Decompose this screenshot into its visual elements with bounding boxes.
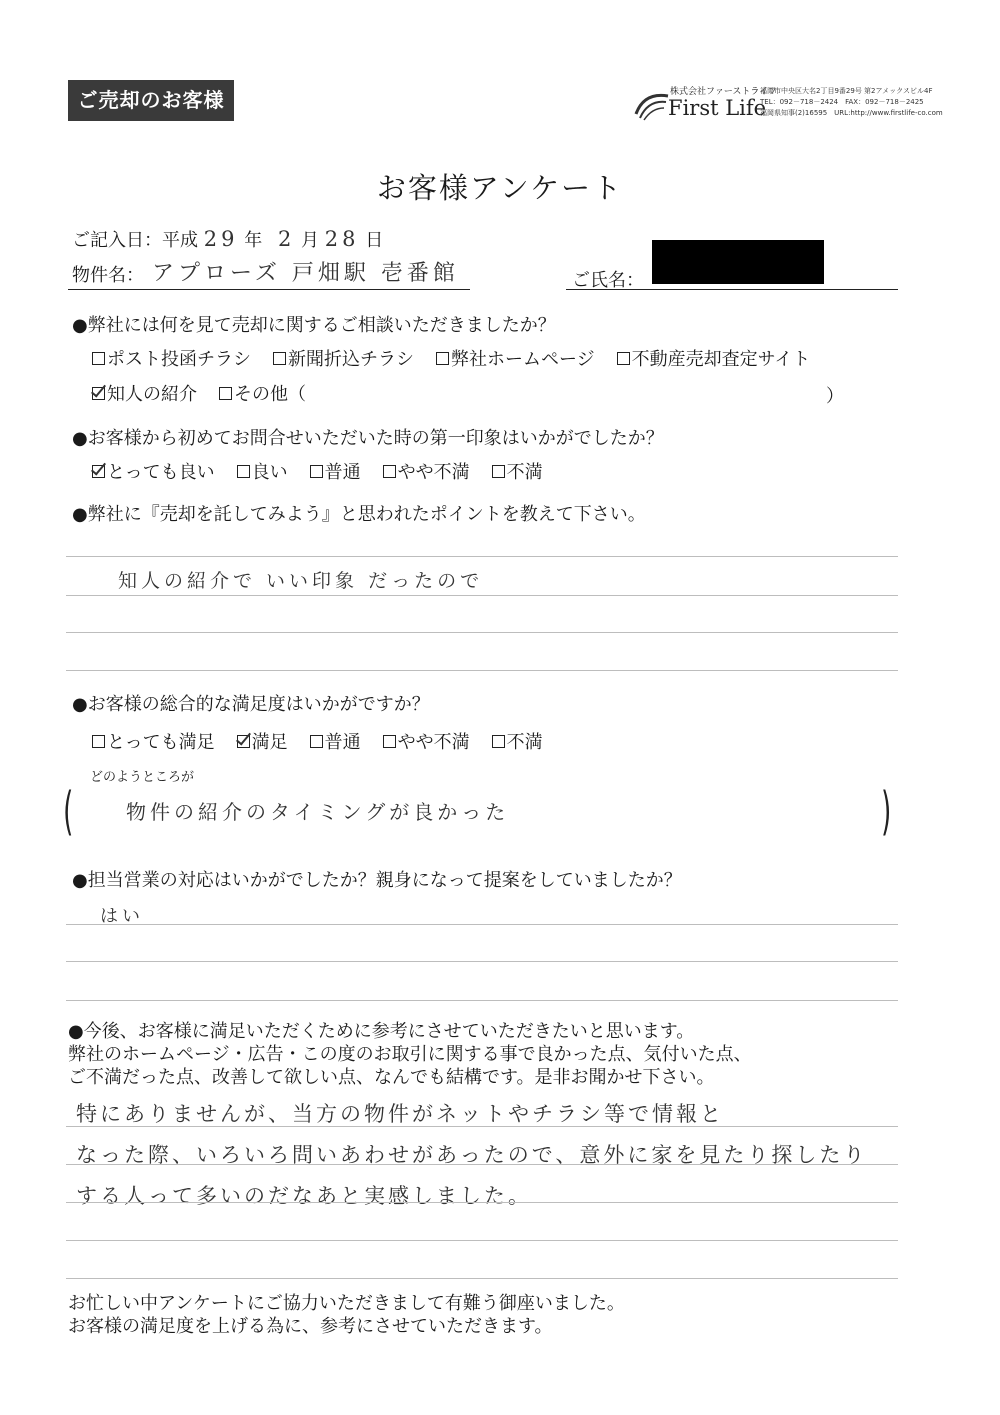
answer-line bbox=[66, 1202, 898, 1203]
answer-line bbox=[66, 556, 898, 557]
contact-phone: TEL：092－718－2424 FAX：092－718－2425 bbox=[760, 98, 924, 106]
checkbox-icon bbox=[310, 735, 323, 748]
question-first-impression: ●お客様から初めてお問合せいただいた時の第一印象はいかがでしたか？ bbox=[72, 428, 664, 449]
close-bracket: ) bbox=[881, 782, 892, 842]
option-average[interactable]: 普通 bbox=[310, 728, 361, 754]
checkbox-icon bbox=[383, 465, 396, 478]
option-slightly-dissatisfied[interactable]: やや不満 bbox=[383, 728, 470, 754]
other-close-paren: ） bbox=[826, 386, 844, 407]
selling-point-answer: 知人の紹介で いい印象 だったので bbox=[118, 570, 484, 592]
checkbox-icon bbox=[383, 735, 396, 748]
answer-line bbox=[66, 1126, 898, 1127]
feedback-answer bbox=[76, 1094, 867, 1217]
answer-line bbox=[66, 595, 898, 596]
entry-date-row bbox=[72, 226, 383, 252]
referral-options-row1 bbox=[92, 345, 810, 371]
property-label: 物件名： bbox=[72, 265, 144, 286]
option-other[interactable]: その他（ bbox=[219, 380, 306, 406]
checkbox-icon bbox=[436, 352, 449, 365]
answer-line bbox=[66, 1278, 898, 1279]
closing-line: お客様の満足度を上げる為に、参考にさせていただきます。 bbox=[68, 1316, 553, 1337]
feedback-question-line: ●今後、お客様に満足いただくために参考にさせていただきたいと思います。 bbox=[68, 1021, 695, 1042]
checkbox-icon bbox=[310, 465, 323, 478]
question-referral-source: ●弊社には何を見て売却に関するご相談いただきましたか？ bbox=[72, 315, 556, 336]
company-name: 株式会社ファーストライフ bbox=[670, 87, 777, 97]
answer-line bbox=[66, 924, 898, 925]
answer-line bbox=[66, 1164, 898, 1165]
customer-name-redaction bbox=[652, 240, 824, 284]
feedback-question-line: 弊社のホームページ・広告・この度のお取引に関する事で良かった点、気付いた点、 bbox=[68, 1044, 752, 1065]
customer-type-badge: ご売却のお客様 bbox=[68, 80, 234, 121]
option-dissatisfied[interactable]: 不満 bbox=[492, 728, 543, 754]
option-acquaintance-referral[interactable]: 知人の紹介 bbox=[92, 380, 197, 406]
option-good[interactable]: 良い bbox=[237, 458, 288, 484]
option-slightly-dissatisfied[interactable]: やや不満 bbox=[383, 458, 470, 484]
open-bracket: ( bbox=[63, 782, 74, 842]
feedback-question-line: ご不満だった点、改善して欲しい点、なんでも結構です。是非お聞かせ下さい。 bbox=[68, 1067, 715, 1088]
property-underline bbox=[68, 289, 470, 290]
question-sales-response: ●担当営業の対応はいかがでしたか？親身になって提案をしていましたか？ bbox=[72, 870, 682, 891]
answer-line bbox=[66, 632, 898, 633]
entry-day: 28 bbox=[324, 227, 360, 251]
contact-address: 福岡市中央区大名2丁目9番29号 第2アメックスビル4F bbox=[760, 87, 933, 95]
first-life-logo-icon bbox=[632, 86, 672, 126]
option-company-homepage[interactable]: 弊社ホームページ bbox=[436, 345, 595, 371]
answer-line bbox=[66, 1240, 898, 1241]
checkbox-icon bbox=[92, 735, 105, 748]
entry-day-unit: 日 bbox=[365, 230, 384, 251]
option-appraisal-site[interactable]: 不動産売却査定サイト bbox=[617, 345, 811, 371]
option-newspaper-flyer[interactable]: 新聞折込チラシ bbox=[273, 345, 414, 371]
checkbox-icon bbox=[617, 352, 630, 365]
company-contact bbox=[760, 86, 943, 119]
question-overall-satisfaction: ●お客様の総合的な満足度はいかがですか？ bbox=[72, 694, 430, 715]
entry-year: 29 bbox=[203, 227, 239, 251]
checkbox-checked-icon bbox=[92, 387, 105, 400]
checkbox-checked-icon bbox=[92, 465, 105, 478]
survey-title: お客様アンケート bbox=[376, 171, 624, 205]
option-dissatisfied[interactable]: 不満 bbox=[492, 458, 543, 484]
brand-name: First Life bbox=[668, 96, 767, 120]
option-post-flyer[interactable]: ポスト投函チラシ bbox=[92, 345, 251, 371]
customer-name-label: ご氏名： bbox=[572, 270, 644, 291]
answer-line bbox=[66, 961, 898, 962]
checkbox-checked-icon bbox=[237, 735, 250, 748]
feedback-answer-line: 特にありませんが、当方の物件がネットやチラシ等で情報と bbox=[76, 1102, 724, 1126]
sales-response-answer: はい bbox=[100, 906, 144, 927]
referral-options-row2 bbox=[92, 380, 306, 406]
closing-line: お忙しい中アンケートにご協力いただきまして有難う御座いました。 bbox=[68, 1293, 625, 1314]
entry-month: 2 bbox=[277, 227, 296, 251]
customer-name-underline bbox=[566, 289, 898, 290]
entry-month-unit: 月 bbox=[301, 230, 320, 251]
feedback-answer-line: なった際、いろいろ問いあわせがあったので、意外に家を見たり探したり bbox=[76, 1143, 868, 1167]
answer-line bbox=[66, 670, 898, 671]
checkbox-icon bbox=[273, 352, 286, 365]
feedback-answer-line: する人って多いのだなあと実感しました。 bbox=[76, 1184, 532, 1208]
question-selling-point: ●弊社に『売却を託してみよう』と思われたポイントを教えて下さい。 bbox=[72, 504, 646, 525]
option-average[interactable]: 普通 bbox=[310, 458, 361, 484]
option-satisfied[interactable]: 満足 bbox=[237, 728, 288, 754]
satisfaction-detail-label: どのようところが bbox=[90, 770, 195, 785]
option-very-satisfied[interactable]: とっても満足 bbox=[92, 728, 215, 754]
contact-license-url: 福岡県知事(2)16595 URL:http://www.firstlife-co.com bbox=[760, 109, 943, 117]
checkbox-icon bbox=[492, 735, 505, 748]
question-feedback bbox=[68, 1020, 752, 1089]
closing-message bbox=[68, 1292, 625, 1338]
answer-line bbox=[66, 1000, 898, 1001]
option-very-good[interactable]: とっても良い bbox=[92, 458, 215, 484]
entry-year-unit: 年 bbox=[244, 230, 263, 251]
checkbox-icon bbox=[92, 352, 105, 365]
property-name: アプローズ 戸畑駅 壱番館 bbox=[152, 261, 459, 286]
entry-date-label: ご記入日：平成 bbox=[72, 230, 198, 251]
checkbox-icon bbox=[492, 465, 505, 478]
satisfaction-options bbox=[92, 728, 543, 754]
checkbox-icon bbox=[219, 387, 232, 400]
first-impression-options bbox=[92, 458, 543, 484]
satisfaction-detail-answer: 物件の紹介のタイミングが良かった bbox=[126, 800, 510, 824]
checkbox-icon bbox=[237, 465, 250, 478]
